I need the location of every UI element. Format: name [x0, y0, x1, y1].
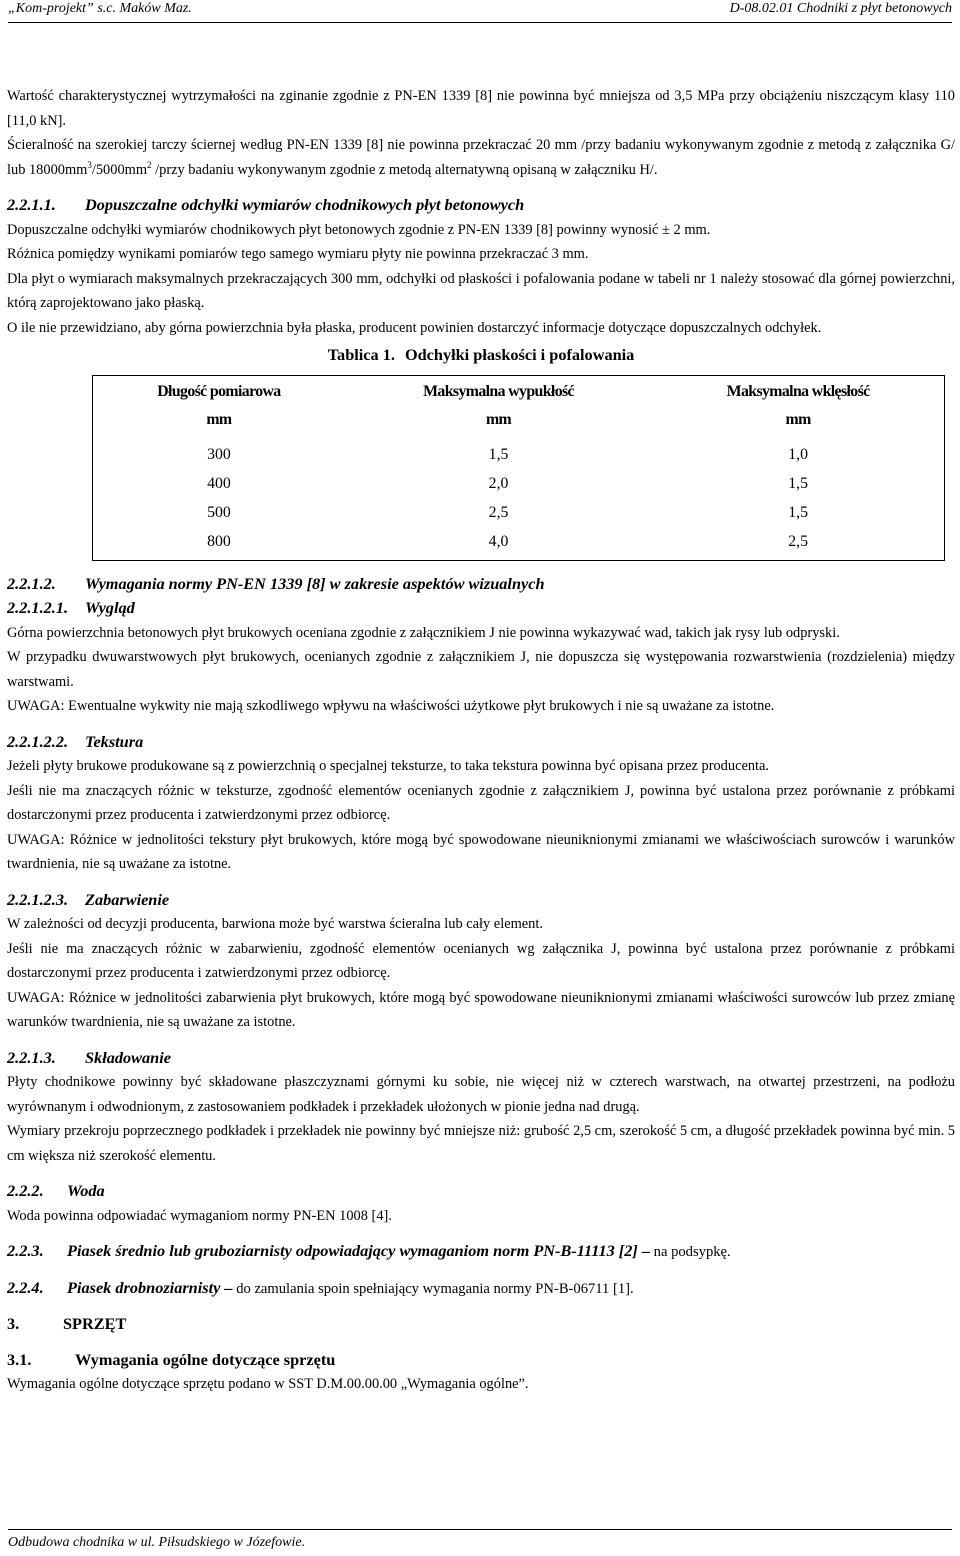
heading-number: 2.2.3.	[7, 1241, 44, 1260]
table-cell: 4,0	[488, 532, 509, 550]
col-header-length: Długość pomiarowa	[157, 382, 281, 400]
heading-number: 2.2.1.2.2.	[7, 731, 69, 751]
col-unit: mm	[785, 410, 811, 428]
table-title: Odchyłki płaskości i pofalowania	[404, 345, 635, 364]
table-cell: 2,0	[488, 474, 509, 492]
heading-2-2-2	[7, 1179, 955, 1204]
page-footer: Odbudowa chodnika w ul. Piłsudskiego w Józefowie.	[8, 1529, 952, 1552]
paragraph: UWAGA: Różnice w jednolitości tekstury płyt brukowych, które mogą być spowodowane nieuniknionymi zmianami we właściwościach surowców i warunków twardnienia, nie są uważane za istotne.	[7, 831, 955, 872]
paragraph: Różnica pomiędzy wynikami pomiarów tego samego wymiaru płyty nie powinna przekraczać 3 mm.	[7, 246, 589, 262]
table-cell: 500	[207, 503, 231, 521]
heading-title: SPRZĘT	[63, 1314, 127, 1333]
heading-number: 2.2.1.3.	[7, 1047, 56, 1067]
paragraph: UWAGA: Ewentualne wykwity nie mają szkodliwego wpływu na właściwości użytkowe płyt brukowych i nie są uważane za istotne.	[7, 698, 775, 714]
paragraph: Wymagania ogólne dotyczące sprzętu podano w SST D.M.00.00.00 „Wymagania ogólne”.	[7, 1376, 529, 1392]
table-row	[93, 469, 945, 498]
table-cell: 2,5	[788, 532, 808, 550]
heading-number: 3.1.	[7, 1349, 32, 1369]
heading-title: Piasek drobnoziarnisty –	[67, 1277, 233, 1297]
heading-number: 2.2.1.2.3.	[7, 889, 69, 909]
header-company: „Kom-projekt” s.c. Maków Maz.	[8, 1, 192, 16]
abrasion-text-c: /przy badaniu wykonywanym zgodnie z metodą alternatywną opisaną w załączniku H/.	[151, 161, 658, 178]
abrasion-sup-1: 3	[87, 159, 92, 170]
paragraph: O ile nie przewidziano, aby górna powierzchnia była płaska, producent powinien dostarczyć informacje dotyczące dopuszczalnych odchyłek.	[7, 319, 822, 336]
heading-title: Wymagania normy PN-EN 1339 [8] w zakresie aspektów wizualnych	[85, 573, 545, 593]
paragraph: W zależności od decyzji producenta, barwiona może być warstwa ścieralna lub cały element.	[7, 916, 543, 932]
heading-number: 2.2.1.1.	[7, 195, 56, 214]
document-body	[7, 84, 955, 1397]
heading-title: Tekstura	[85, 731, 144, 751]
paragraph-bending-strength: Wartość charakterystycznej wytrzymałości na zginanie zgodnie z PN-EN 1339 [8] nie powinna być mniejsza od 3,5 MPa przy obciążeniu niszczącym klasy 110 [11,0 kN].	[7, 88, 955, 129]
paragraph: Dla płyt o wymiarach maksymalnych przekraczających 300 mm, odchyłki od płaskości i pofalowania podane w tabeli nr 1 należy stosować dla górnej powierzchni, którą zaprojektowano jako płaską.	[7, 270, 955, 311]
heading-title: Składowanie	[85, 1047, 171, 1067]
col-unit: mm	[485, 410, 512, 428]
table-row	[93, 440, 945, 469]
heading-number: 2.2.4.	[7, 1277, 44, 1297]
heading-title: Zabarwienie	[85, 889, 170, 909]
heading-2-2-1-2-3	[7, 888, 955, 913]
table-cell: 300	[207, 445, 231, 463]
table-cell: 400	[207, 474, 231, 492]
table-cell: 1,0	[788, 445, 808, 463]
heading-3	[7, 1312, 955, 1337]
heading-2-2-1-3	[7, 1046, 955, 1071]
heading-2-2-1-2-1	[7, 596, 955, 621]
heading-number: 3.	[7, 1314, 20, 1333]
table-cell: 1,5	[788, 503, 808, 521]
heading-number: 2.2.2.	[7, 1181, 44, 1200]
paragraph: Płyty chodnikowe powinny być składowane płaszczyznami górnymi ku sobie, nie więcej niż w czterech warstwach, na otwartej przestrzeni, na podłożu wyrównanym i odwodnionym, z zastosowaniem podkładek i przekładek ułożonych w pionie jedna nad drugą.	[7, 1074, 955, 1115]
table-cell: 800	[207, 532, 231, 550]
col-unit: mm	[206, 410, 232, 428]
heading-title: Dopuszczalne odchyłki wymiarów chodnikowych płyt betonowych	[85, 195, 525, 214]
heading-2-2-1-2	[7, 572, 955, 597]
header-spec-title: D-08.02.01 Chodniki z płyt betonowych	[729, 1, 952, 16]
abrasion-text-b: /5000mm	[91, 161, 148, 178]
abrasion-sup-2: 2	[147, 159, 152, 170]
heading-title: Wygląd	[85, 598, 135, 617]
heading-number: 2.2.1.2.	[7, 573, 56, 593]
table-caption	[7, 343, 955, 368]
paragraph: Jeżeli płyty brukowe produkowane są z powierzchnią o specjalnej teksturze, to taka tekstura powinna być opisana przez producenta.	[7, 758, 770, 774]
heading-tail: do zamulania spoin spełniający wymagania normy PN-B-06711 [1].	[232, 1280, 634, 1297]
heading-title: Piasek średnio lub gruboziarnisty odpowiadający wymaganiom norm PN-B-11113 [2] –	[67, 1241, 651, 1260]
paragraph: Górna powierzchnia betonowych płyt brukowych oceniana zgodnie z załącznikiem J nie powinna wykazywać wad, takich jak rysy lub odpryski.	[7, 624, 840, 641]
paragraph: Jeśli nie ma znaczących różnic w zabarwieniu, zgodność elementów ocenianych wg załącznika J, powinna być ustalona przez porównanie z próbkami dostarczonymi przez producenta i zatwierdzonymi przez odbiorcę.	[7, 940, 955, 981]
heading-2-2-4	[7, 1276, 955, 1302]
paragraph: Jeśli nie ma znaczących różnic w teksturze, zgodność elementów ocenianych zgodnie z załącznikiem J, powinna być ustalona przez porównanie z próbkami dostarczonymi przez producenta i zatwierdzonymi przez odbiorcę.	[7, 782, 955, 823]
paragraph: Dopuszczalne odchyłki wymiarów chodnikowych płyt betonowych zgodnie z PN-EN 1339 [8] powinny wynosić ± 2 mm.	[7, 221, 711, 238]
paragraph: Wymiary przekroju poprzecznego podkładek i przekładek nie powinny być mniejsze niż: grubość 2,5 cm, szerokość 5 cm, a długość przekładek powinna być min. 5 cm większa niż szerokość elementu.	[7, 1123, 955, 1164]
page-header	[8, 0, 952, 23]
table-row	[93, 527, 945, 561]
table-cell: 2,5	[488, 503, 509, 521]
table-number: Tablica 1.	[327, 345, 395, 364]
paragraph: W przypadku dwuwarstwowych płyt brukowych, ocenianych zgodnie z załącznikiem J, nie dopuszcza się występowania rozwarstwienia (rozdzielenia) między warstwami.	[7, 649, 955, 690]
table-cell: 1,5	[488, 445, 509, 463]
heading-tail: na podsypkę.	[650, 1244, 731, 1260]
flatness-table	[92, 375, 945, 561]
heading-number: 2.2.1.2.1.	[7, 598, 69, 617]
heading-2-2-1-2-2	[7, 730, 955, 755]
heading-2-2-3	[7, 1239, 955, 1265]
col-header-concavity: Maksymalna wklęsłość	[726, 382, 870, 400]
table-units-row	[93, 405, 945, 440]
paragraph: Woda powinna odpowiadać wymaganiom normy PN-EN 1008 [4].	[7, 1207, 392, 1224]
heading-title: Woda	[67, 1181, 105, 1200]
heading-3-1	[7, 1348, 955, 1373]
heading-2-2-1-1	[7, 193, 955, 218]
table-row	[93, 498, 945, 527]
col-header-convexity: Maksymalna wypukłość	[423, 382, 574, 400]
table-cell: 1,5	[788, 474, 808, 492]
heading-title: Wymagania ogólne dotyczące sprzętu	[75, 1349, 336, 1369]
table-header-row	[93, 375, 945, 405]
paragraph: UWAGA: Różnice w jednolitości zabarwienia płyt brukowych, które mogą być spowodowane nieuniknionymi zmianami właściwości surowców lub przez zmianę warunków twardnienia, nie są uważane za istotne.	[7, 989, 955, 1030]
paragraph-abrasion	[7, 133, 955, 182]
abrasion-text-a: Ścieralność na szerokiej tarczy ściernej według PN-EN 1339 [8] nie powinna przekraczać 20 mm /przy badaniu wykonywanym zgodnie z metodą z załącznika G/ lub 18000mm	[7, 137, 955, 178]
